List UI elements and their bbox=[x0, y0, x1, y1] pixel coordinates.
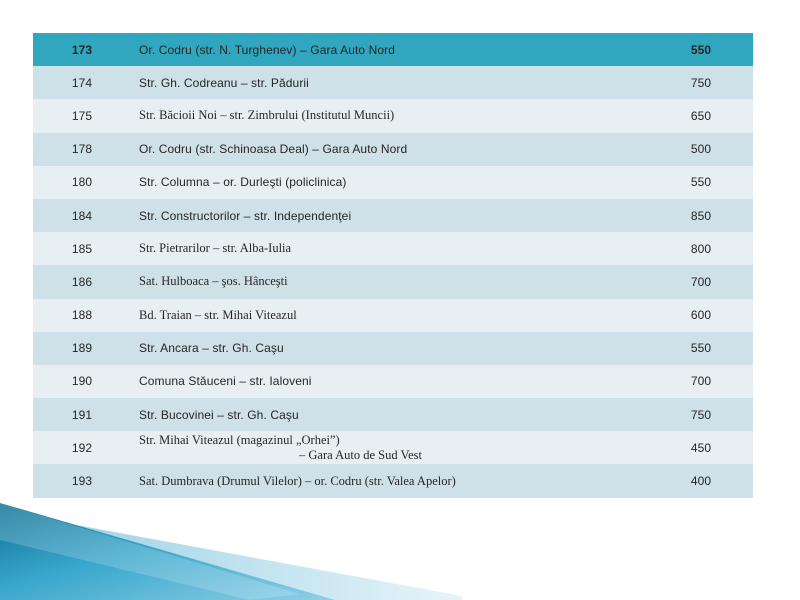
route-price: 700 bbox=[649, 265, 753, 298]
route-name: Comuna Stăuceni – str. Ialoveni bbox=[131, 365, 649, 398]
swoosh-light-band bbox=[60, 522, 462, 600]
table-row bbox=[33, 199, 753, 232]
route-price: 550 bbox=[649, 33, 753, 66]
route-price: 600 bbox=[649, 299, 753, 332]
route-name: Bd. Traian – str. Mihai Viteazul bbox=[131, 299, 649, 332]
route-price: 550 bbox=[649, 332, 753, 365]
table-row bbox=[33, 365, 753, 398]
route-price: 750 bbox=[649, 398, 753, 431]
swoosh-highlight bbox=[0, 503, 300, 600]
route-price: 450 bbox=[649, 431, 753, 464]
swoosh-main-band bbox=[0, 503, 335, 600]
route-price: 700 bbox=[649, 365, 753, 398]
route-name: Str. Pietrarilor – str. Alba-Iulia bbox=[131, 232, 649, 265]
route-number: 185 bbox=[33, 232, 131, 265]
route-price: 800 bbox=[649, 232, 753, 265]
route-name: Str. Gh. Codreanu – str. Pădurii bbox=[131, 66, 649, 99]
route-price: 750 bbox=[649, 66, 753, 99]
route-number: 186 bbox=[33, 265, 131, 298]
route-number: 184 bbox=[33, 199, 131, 232]
route-price: 850 bbox=[649, 199, 753, 232]
route-name: Sat. Dumbrava (Drumul Vilelor) – or. Codru (str. Valea Apelor) bbox=[131, 464, 649, 497]
route-number: 193 bbox=[33, 464, 131, 497]
route-number: 191 bbox=[33, 398, 131, 431]
route-name: Str. Columna – or. Durleşti (policlinica) bbox=[131, 166, 649, 199]
table-row bbox=[33, 299, 753, 332]
table-row bbox=[33, 33, 753, 66]
route-name-line-1: Str. Mihai Viteazul (magazinul „Orhei”) bbox=[139, 432, 340, 447]
route-name: Str. Ancara – str. Gh. Caşu bbox=[131, 332, 649, 365]
table-row bbox=[33, 431, 753, 464]
route-number: 173 bbox=[33, 33, 131, 66]
route-price: 550 bbox=[649, 166, 753, 199]
table-row bbox=[33, 133, 753, 166]
table-row bbox=[33, 265, 753, 298]
route-name: Str. Bucovinei – str. Gh. Caşu bbox=[131, 398, 649, 431]
route-number: 174 bbox=[33, 66, 131, 99]
table-row bbox=[33, 166, 753, 199]
route-number: 188 bbox=[33, 299, 131, 332]
table-row bbox=[33, 66, 753, 99]
route-number: 175 bbox=[33, 99, 131, 132]
route-number: 180 bbox=[33, 166, 131, 199]
route-name: Or. Codru (str. N. Turghenev) – Gara Auto Nord bbox=[131, 33, 649, 66]
route-name-line-2: – Gara Auto de Sud Vest bbox=[299, 447, 423, 462]
table-row bbox=[33, 232, 753, 265]
route-name: Str. Constructorilor – str. Independenţei bbox=[131, 199, 649, 232]
table-row bbox=[33, 332, 753, 365]
table-row bbox=[33, 99, 753, 132]
route-price: 500 bbox=[649, 133, 753, 166]
route-number: 192 bbox=[33, 431, 131, 464]
route-number: 178 bbox=[33, 133, 131, 166]
route-price: 650 bbox=[649, 99, 753, 132]
table-row bbox=[33, 398, 753, 431]
route-number: 189 bbox=[33, 332, 131, 365]
route-name: Or. Codru (str. Schinoasa Deal) – Gara Auto Nord bbox=[131, 133, 649, 166]
route-name-two-line bbox=[131, 431, 649, 464]
route-name: Sat. Hulboaca – şos. Hânceşti bbox=[131, 265, 649, 298]
route-price: 400 bbox=[649, 464, 753, 497]
table-row bbox=[33, 464, 753, 497]
route-number: 190 bbox=[33, 365, 131, 398]
route-name: Str. Băcioii Noi – str. Zimbrului (Institutul Muncii) bbox=[131, 99, 649, 132]
routes-table bbox=[33, 33, 753, 498]
